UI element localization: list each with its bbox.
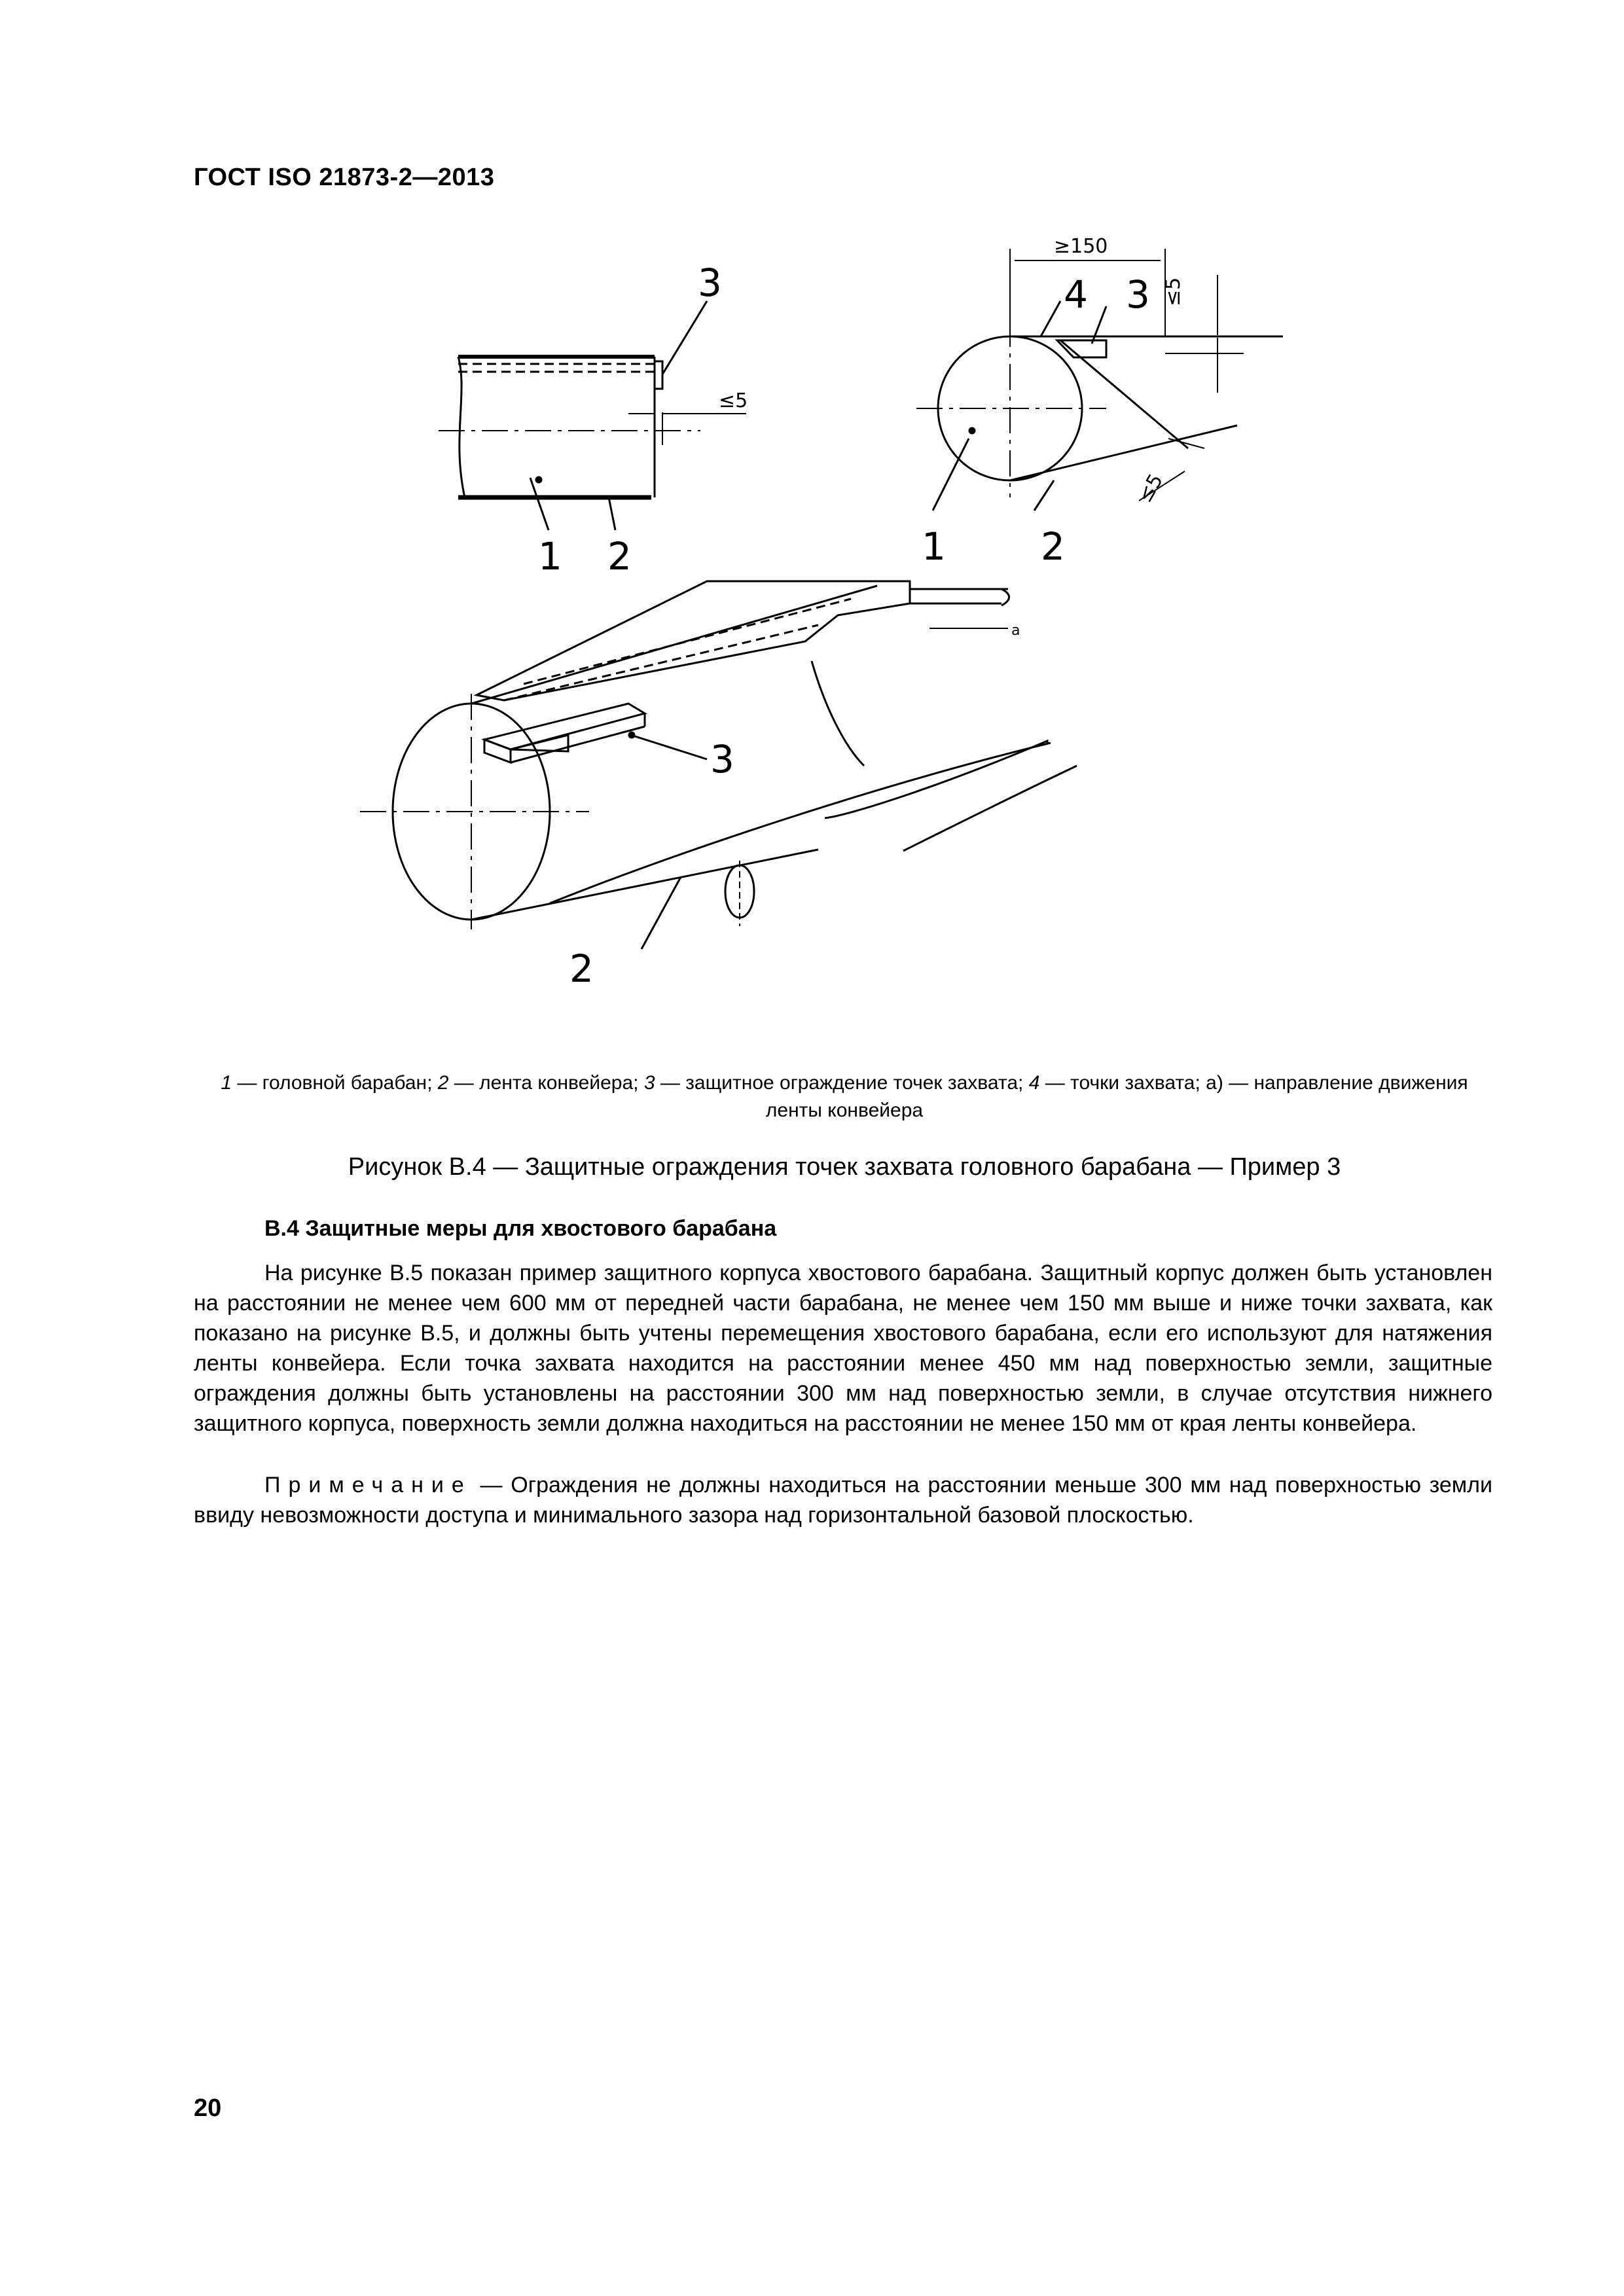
note-paragraph <box>194 1470 1492 1530</box>
legend-text-4: — точки захвата; а) — направление движения ленты конвейера <box>765 1072 1468 1121</box>
label-3-side: 3 <box>698 260 722 305</box>
figure-legend <box>196 1069 1492 1124</box>
legend-num-1: 1 <box>221 1072 232 1094</box>
dim-le5-bottom: ≤5 <box>1133 470 1168 507</box>
label-2-end: 2 <box>1041 524 1065 569</box>
label-4-end: 4 <box>1064 272 1088 317</box>
label-1-end: 1 <box>922 524 946 569</box>
section-heading: В.4 Защитные меры для хвостового барабана <box>264 1216 777 1241</box>
drum-side-view <box>439 301 746 530</box>
label-2-side: 2 <box>607 534 632 579</box>
dim-ge150: ≥150 <box>1054 235 1108 258</box>
label-1-side: 1 <box>538 534 562 579</box>
legend-num-3: 3 <box>643 1072 655 1094</box>
note-label: Примечание <box>264 1473 472 1498</box>
section-paragraph: На рисунке В.5 показан пример защитного корпуса хвостового барабана. Защитный корпус должен быть установлен на расстоянии не менее чем 600 мм от передней части барабана, не менее чем 150 мм выше и ниже точки захвата, как показано на рисунке В.5, и должны быть учтены перемещения хвостового барабана, если его используют для натяжения ленты конвейера. Если точка захвата находится на расстоянии менее 450 мм над поверхностью земли, защитные ограждения должны быть установлены на расстоянии 300 мм над поверхностью земли, в случае отсутствия нижнего защитного корпуса, поверхность земли должна находиться на расстоянии не менее 150 мм от края ленты конвейера. <box>194 1261 1492 1436</box>
dim-le5-side: ≤5 <box>719 389 748 412</box>
technical-drawing <box>353 223 1283 1001</box>
figure-b4-drawing <box>353 223 1283 1001</box>
legend-text-2: — лента конвейера; <box>448 1072 644 1094</box>
drum-end-view <box>916 249 1283 511</box>
document-header: ГОСТ ISO 21873-2—2013 <box>194 164 495 191</box>
page-number: 20 <box>194 2094 222 2122</box>
dim-le5-top: ≤5 <box>1162 277 1185 306</box>
direction-label-a: a <box>1011 622 1020 639</box>
legend-num-2: 2 <box>437 1072 449 1094</box>
label-2-iso: 2 <box>569 946 594 991</box>
label-3-end: 3 <box>1126 272 1150 317</box>
legend-num-4: 4 <box>1028 1072 1040 1094</box>
figure-caption: Рисунок В.4 — Защитные ограждения точек захвата головного барабана — Пример 3 <box>348 1153 1341 1181</box>
label-3-iso: 3 <box>710 737 734 781</box>
legend-text-3: — защитное ограждение точек захвата; <box>655 1072 1029 1094</box>
legend-text-1: — головной барабан; <box>232 1072 438 1094</box>
note-text: — Ограждения не должны находиться на расстоянии меньше 300 мм над поверхностью земли ввиду невозможности доступа и минимального зазора над горизонтальной базовой плоскостью. <box>194 1473 1492 1528</box>
